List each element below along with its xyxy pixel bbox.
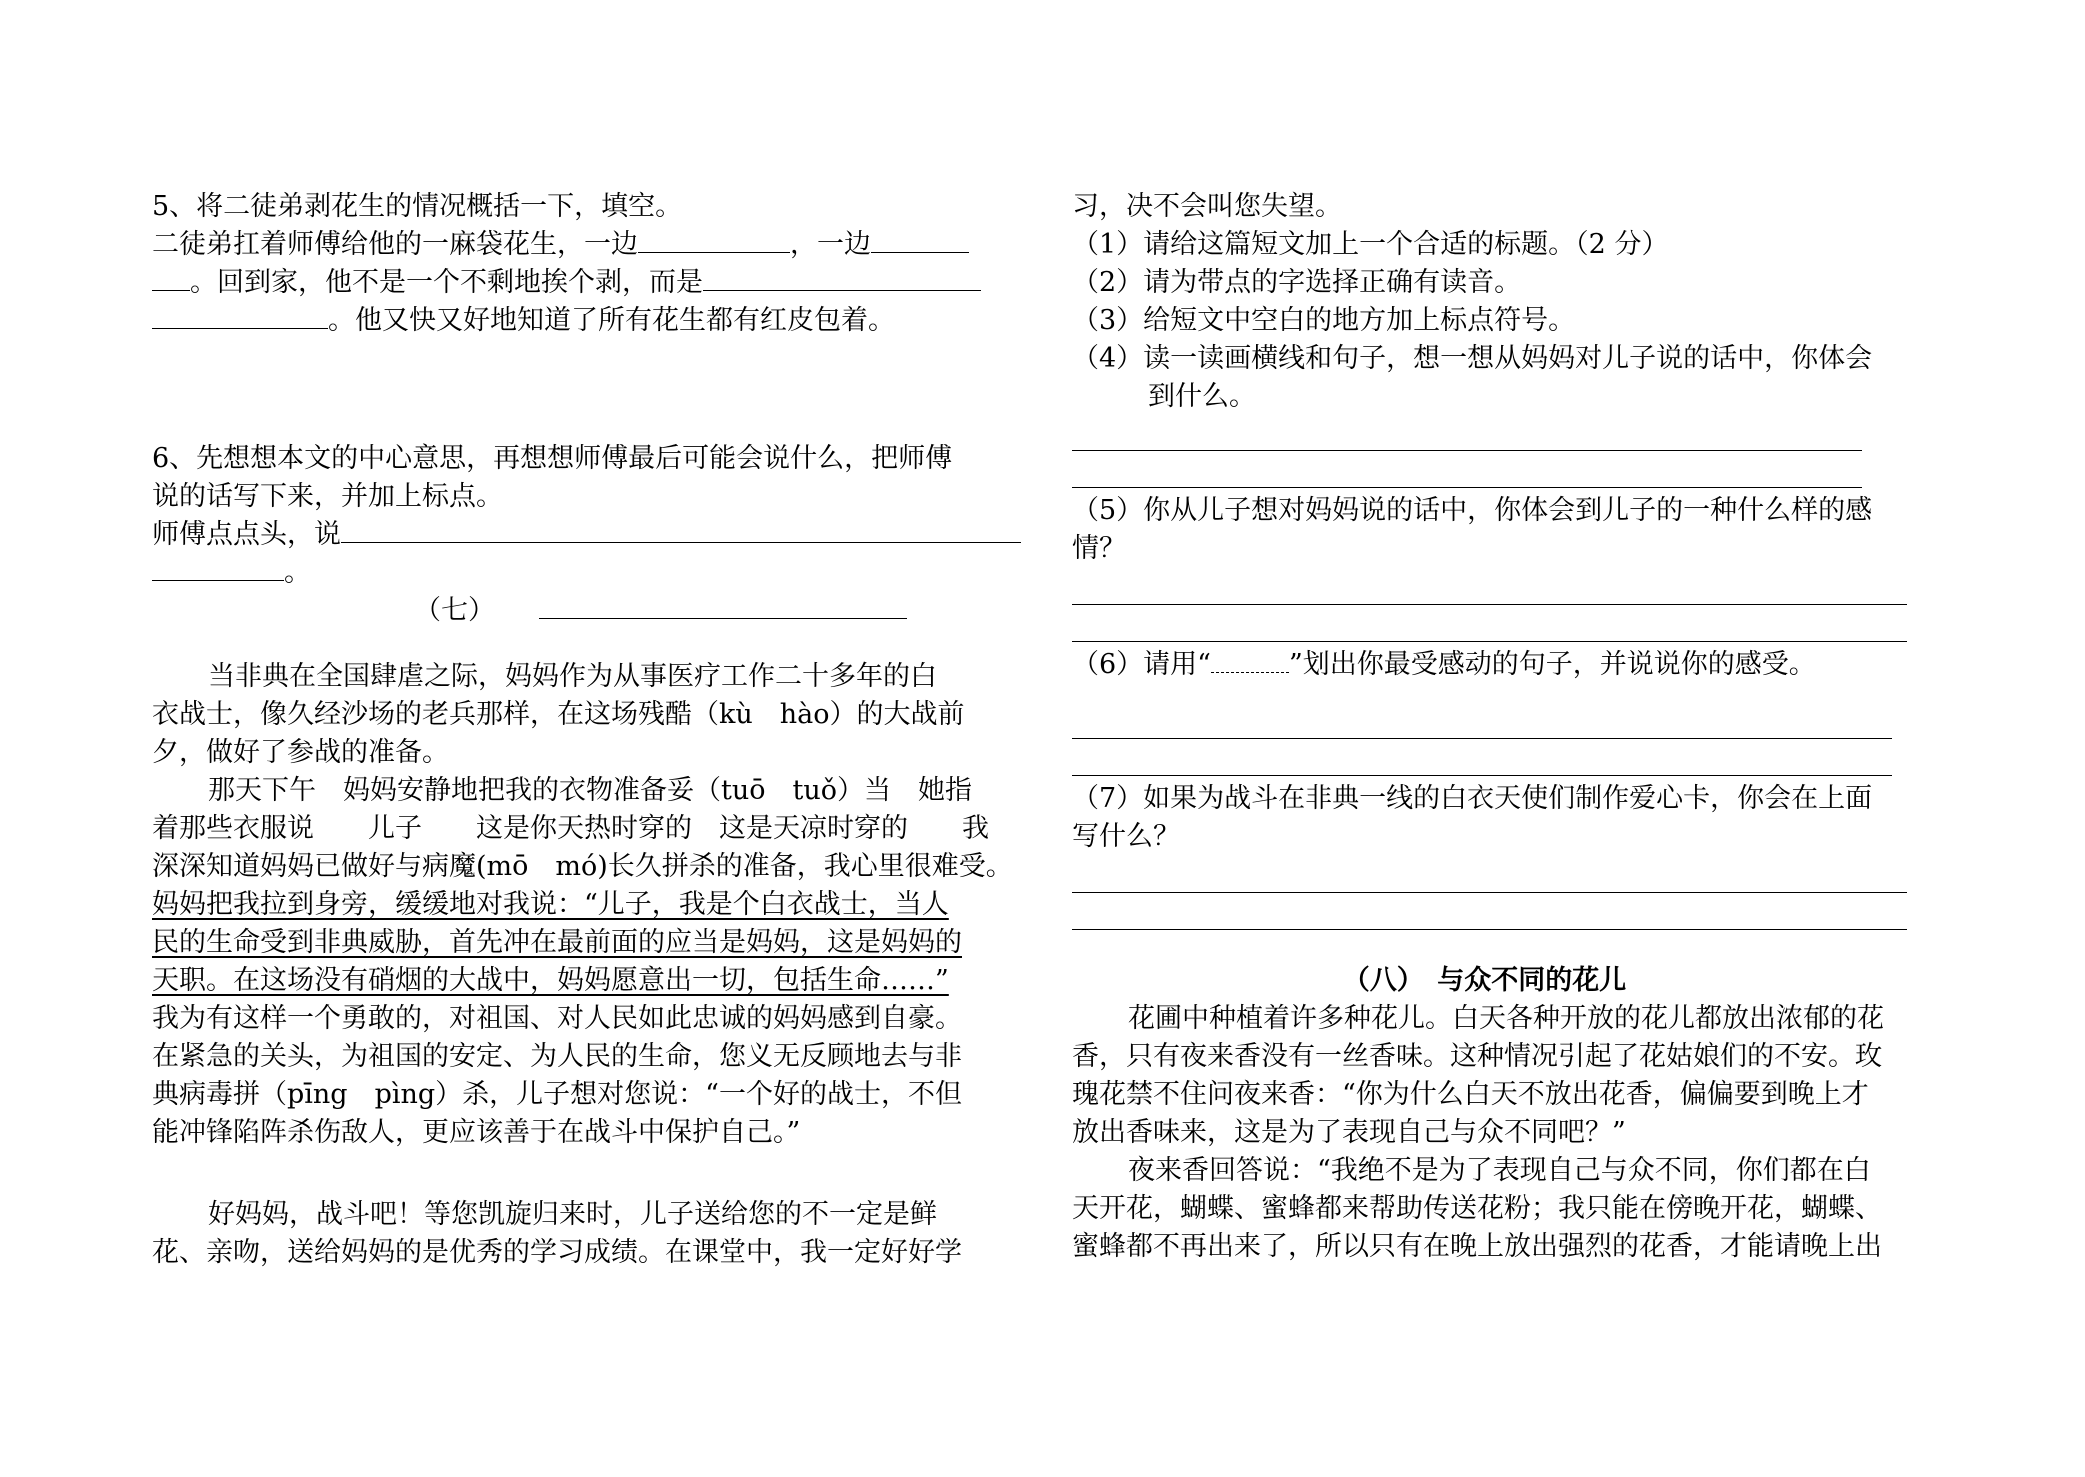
- left-column: [152, 188, 1032, 1272]
- section-7-title: （七）: [414, 595, 495, 626]
- s8-l3: 瑰花禁不住问夜来香：“你为什么白天不放出花香，偏偏要到晚上才: [1072, 1079, 1869, 1110]
- q6-text-b: ”划出你最受感动的句子，并说说你的感受。: [1288, 649, 1816, 680]
- passage-p1-l3: 夕，做好了参战的准备。: [152, 737, 449, 768]
- question-2: （2）请为带点的字选择正确有读音。: [1072, 267, 1522, 298]
- q5-text-a: 二徒弟扛着师傅给他的一麻袋花生，一边: [152, 229, 638, 260]
- question-5-l1: （5）你从儿子想对妈妈说的话中，你体会到儿子的一种什么样的感: [1072, 495, 1873, 526]
- underlined-sentence-l3: 天职。在这场没有硝烟的大战中，妈妈愿意出一切，包括生命……”: [152, 965, 949, 996]
- question-4-l2: 到什么。: [1148, 381, 1256, 412]
- s8-l4: 放出香味来，这是为了表现自己与众不同吧？”: [1072, 1117, 1626, 1148]
- question-1: （1）请给这篇短文加上一个合适的标题。（2 分）: [1072, 229, 1669, 260]
- q6-lead: 师傅点点头，说: [152, 519, 341, 550]
- q5-fill-line-3: [152, 302, 1032, 340]
- q5-fill-line-1: [152, 226, 1032, 264]
- section-7-title-blank[interactable]: [539, 592, 907, 619]
- passage-p1-l2: 衣战士，像久经沙场的老兵那样，在这场残酷（kù hào）的大战前: [152, 699, 965, 730]
- q6-answer-line-1[interactable]: [1072, 702, 1892, 739]
- q6-wavy-line-sample: [1211, 646, 1289, 673]
- section-8-title: （八） 与众不同的花儿: [1342, 965, 1627, 996]
- q6-end: 。: [284, 557, 311, 588]
- q6-blank-1[interactable]: [341, 516, 1021, 543]
- s8-l1: 花圃中种植着许多种花儿。白天各种开放的花儿都放出浓郁的花: [1128, 1003, 1884, 1034]
- passage-p3-l2: 花、亲吻，送给妈妈的是优秀的学习成绩。在课堂中，我一定好好学: [152, 1237, 962, 1268]
- q6-answer-line-1: [152, 516, 1032, 554]
- passage-p2-l1: 那天下午 妈妈安静地把我的衣物准备妥（tuō tuǒ）当 她指: [208, 775, 972, 806]
- underlined-sentence-l2: 民的生命受到非典威胁，首先冲在最前面的应当是妈妈，这是妈妈的: [152, 927, 962, 958]
- q6-blank-2[interactable]: [152, 554, 284, 581]
- q7-answer-line-1[interactable]: [1072, 856, 1907, 893]
- passage-p2-l7: 我为有这样一个勇敢的，对祖国、对人民如此忠诚的妈妈感到自豪。: [152, 1003, 962, 1034]
- q5-prompt: 5、将二徒弟剥花生的情况概括一下，填空。: [152, 191, 683, 222]
- q5-text-b: ，一边: [790, 229, 871, 260]
- s8-l6: 天开花，蝴蝶、蜜蜂都来帮助传送花粉；我只能在傍晚开花，蝴蝶、: [1072, 1193, 1882, 1224]
- passage-p3-l1: 好妈妈，战斗吧！等您凯旋归来时，儿子送给您的不一定是鲜: [208, 1199, 937, 1230]
- q5-blank-3-cont[interactable]: [152, 302, 328, 329]
- underlined-sentence-l1: 妈妈把我拉到身旁，缓缓地对我说：“儿子，我是个白衣战士，当人: [152, 889, 949, 920]
- q7-answer-line-2[interactable]: [1072, 893, 1907, 930]
- q5-text-d: 。他又快又好地知道了所有花生都有红皮包着。: [328, 305, 895, 336]
- q6-prompt-2: 说的话写下来，并加上标点。: [152, 481, 503, 512]
- q5-answer-line-1[interactable]: [1072, 568, 1907, 605]
- question-4-l1: （4）读一读画横线和句子，想一想从妈妈对儿子说的话中，你体会: [1072, 343, 1873, 374]
- question-5-l2: 情？: [1072, 533, 1126, 564]
- passage-p2-l10: 能冲锋陷阵杀伤敌人，更应该善于在战斗中保护自己。”: [152, 1117, 801, 1148]
- q4-answer-line-1[interactable]: [1072, 414, 1862, 451]
- section-7-heading: [152, 592, 1032, 630]
- question-7-l1: （7）如果为战斗在非典一线的白衣天使们制作爱心卡，你会在上面: [1072, 783, 1873, 814]
- q6-prompt-1: 6、先想想本文的中心意思，再想想师傅最后可能会说什么，把师傅: [152, 443, 953, 474]
- passage-p2-l8: 在紧急的关头，为祖国的安定、为人民的生命，您义无反顾地去与非: [152, 1041, 962, 1072]
- q5-answer-line-2[interactable]: [1072, 605, 1907, 642]
- q5-blank-2-cont[interactable]: [152, 264, 190, 291]
- q4-answer-line-2[interactable]: [1072, 451, 1862, 488]
- q5-fill-line-2: [152, 264, 1032, 302]
- q6-answer-line-2: [152, 554, 1032, 592]
- passage-p1-l1: 当非典在全国肆虐之际，妈妈作为从事医疗工作二十多年的白: [208, 661, 937, 692]
- right-column: [1072, 188, 1957, 1266]
- question-6: [1072, 646, 1957, 684]
- passage-p2-l3: 深深知道妈妈已做好与病魔(mō mó)长久拼杀的准备，我心里很难受。: [152, 851, 1013, 882]
- q5-blank-1[interactable]: [638, 226, 790, 253]
- passage-p2-l9: 典病毒拼（pīng pìng）杀，儿子想对您说：“一个好的战士，不但: [152, 1079, 962, 1110]
- passage-continuation: 习，决不会叫您失望。: [1072, 191, 1342, 222]
- q6-text-a: （6）请用“: [1072, 649, 1211, 680]
- question-7-l2: 写什么？: [1072, 821, 1180, 852]
- s8-l7: 蜜蜂都不再出来了，所以只有在晚上放出强烈的花香，才能请晚上出: [1072, 1231, 1882, 1262]
- q6-answer-line-2[interactable]: [1072, 739, 1892, 776]
- s8-l5: 夜来香回答说：“我绝不是为了表现自己与众不同，你们都在白: [1128, 1155, 1871, 1186]
- q5-blank-2[interactable]: [871, 226, 969, 253]
- s8-l2: 香，只有夜来香没有一丝香味。这种情况引起了花姑娘们的不安。玫: [1072, 1041, 1882, 1072]
- passage-p2-l2: 着那些衣服说 儿子 这是你天热时穿的 这是天凉时穿的 我: [152, 813, 989, 844]
- question-3: （3）给短文中空白的地方加上标点符号。: [1072, 305, 1576, 336]
- q5-blank-3[interactable]: [703, 264, 981, 291]
- q5-text-c: 。回到家，他不是一个不剩地挨个剥，而是: [190, 267, 703, 298]
